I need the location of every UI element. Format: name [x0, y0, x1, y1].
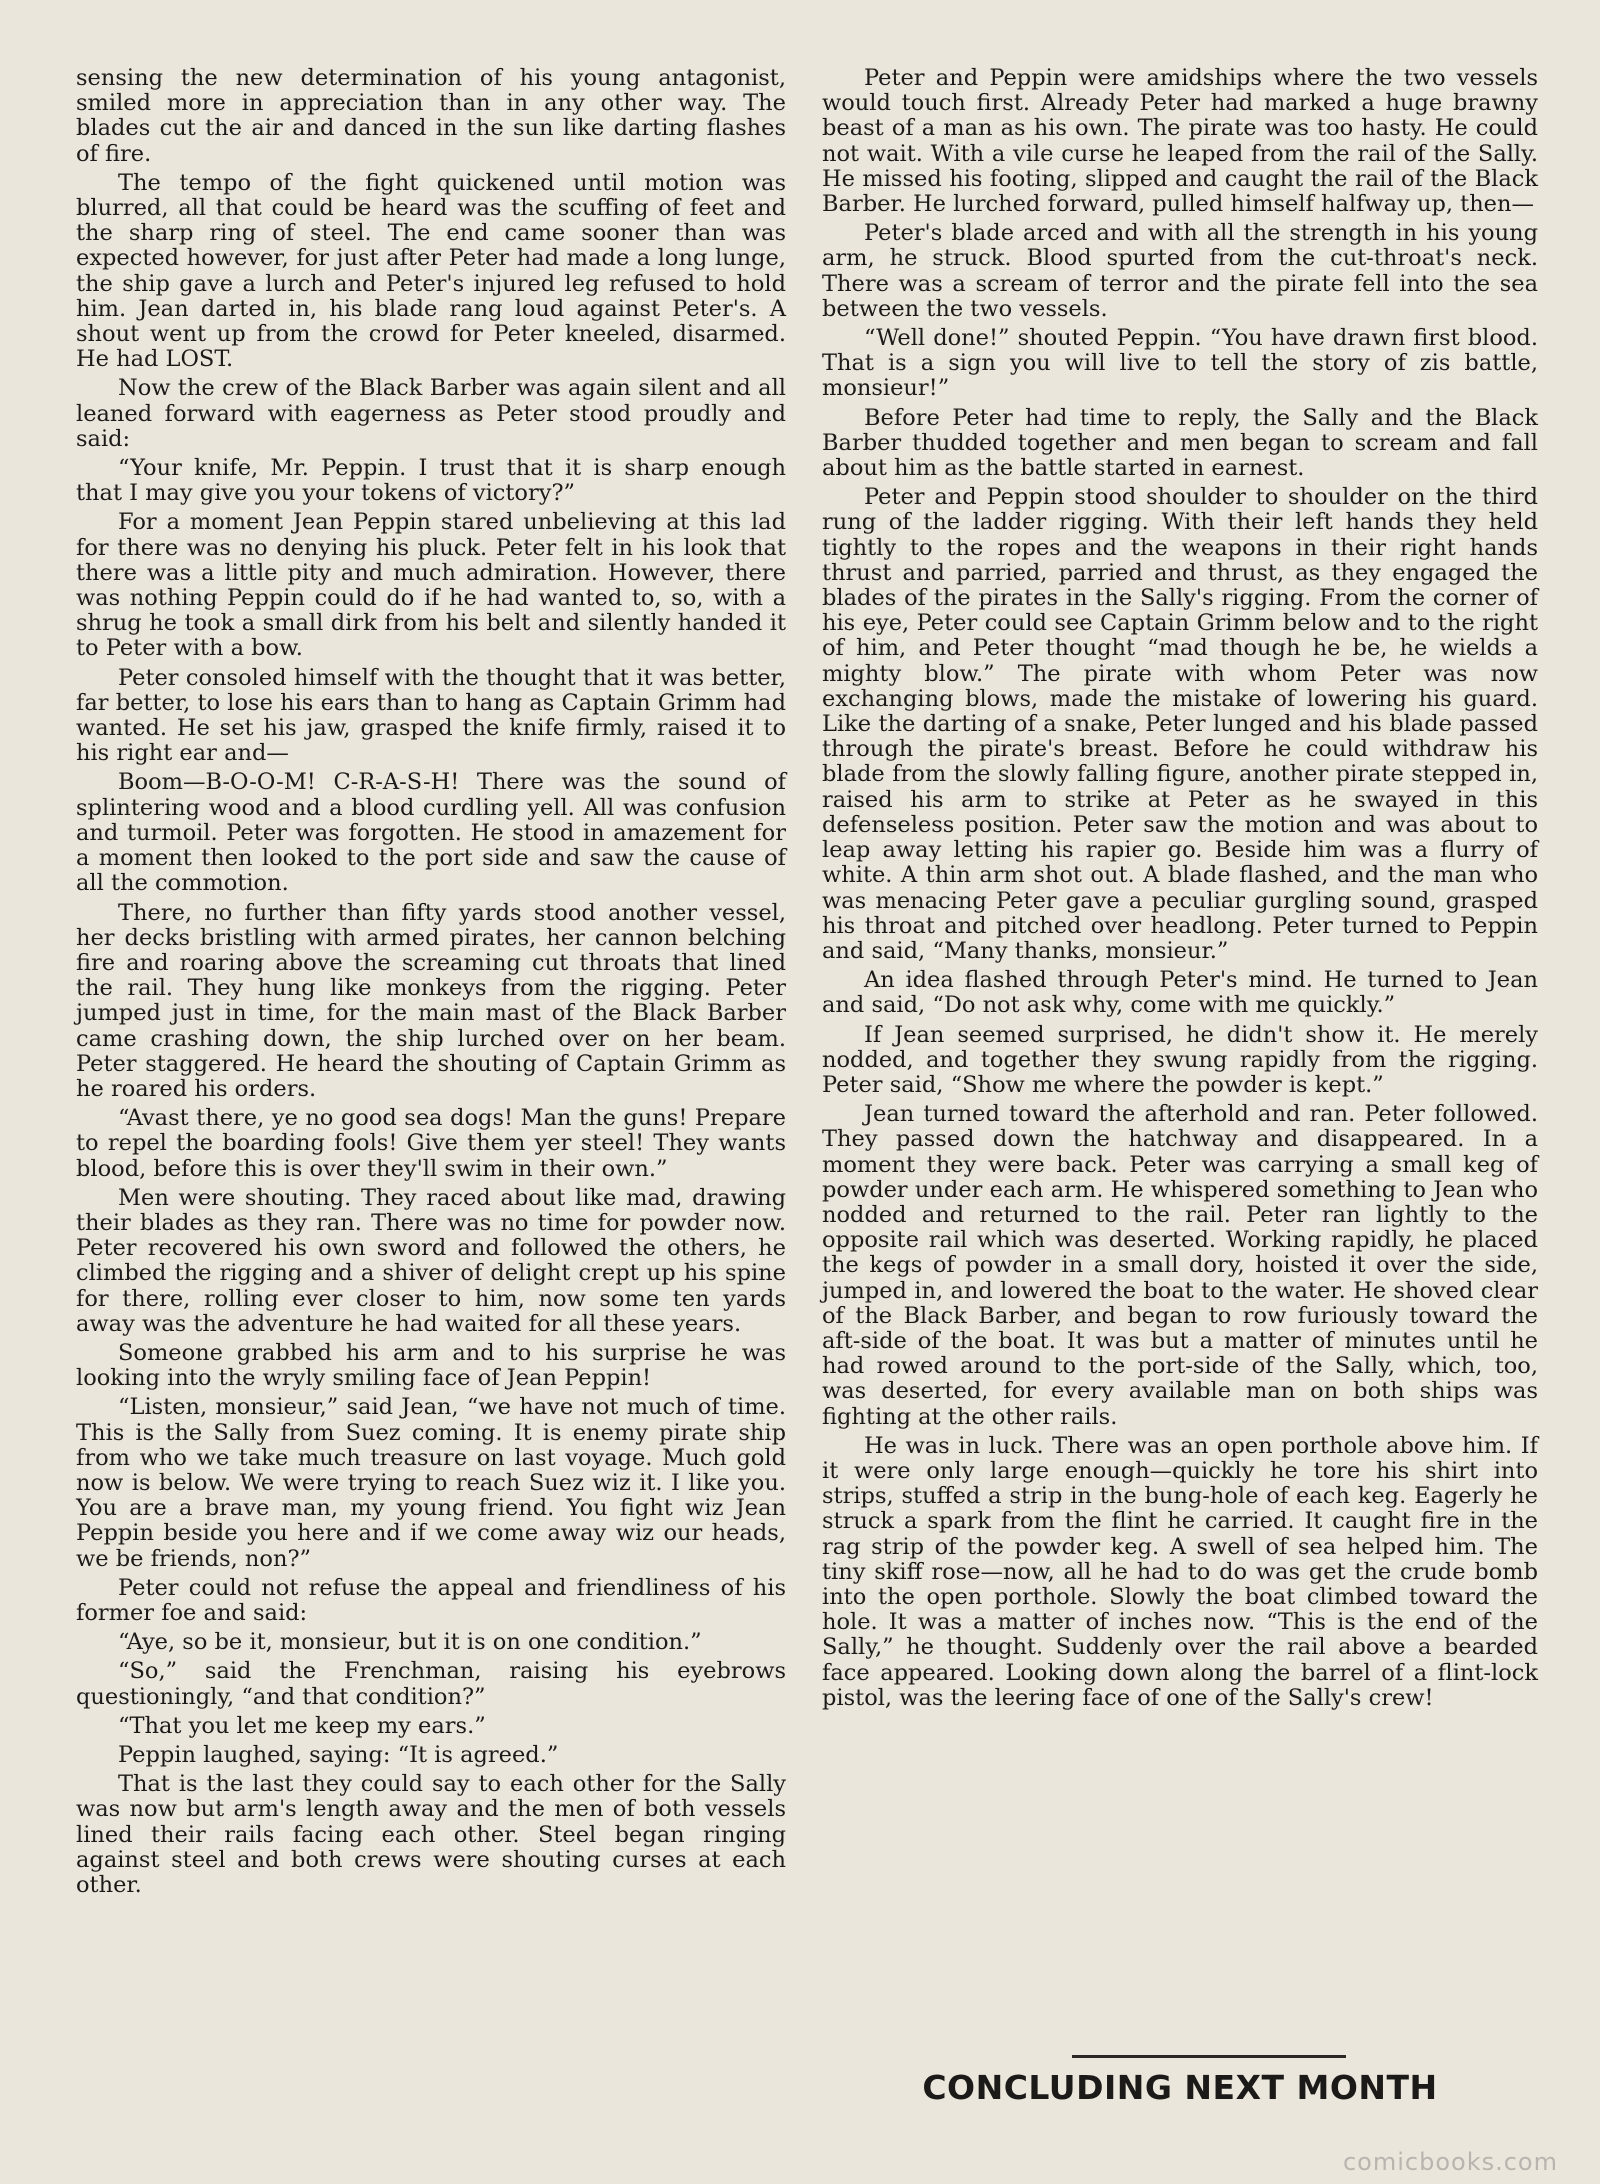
- paragraph: The tempo of the fight quickened until motion was blurred, all that could be heard was the scuffing of feet and the sharp ring of steel. The end came sooner than was expected however, for just after Peter had made a long lunge, the ship gave a lurch and Peter's injured leg refused to hold him. Jean darted in, his blade rang loud against Peter's. A shout went up from the crowd for Peter kneeled, disarmed. He had LOST.: [76, 169, 786, 373]
- paragraph: An idea flashed through Peter's mind. He turned to Jean and said, “Do not ask why, come with me quickly.”: [822, 967, 1538, 1019]
- paragraph: “Avast there, ye no good sea dogs! Man the guns! Prepare to repel the boarding fools! Give them yer steel! They wants blood, before this is over they'll swim in their own.”: [76, 1105, 786, 1182]
- paragraph: For a moment Jean Peppin stared unbelieving at this lad for there was no denying his pluck. Peter felt in his look that there was a little pity and much admiration. However, there was nothing Peppin could do if he had wanted to, so, with a shrug he took a small dirk from his belt and silently handed it to Peter with a bow.: [76, 509, 786, 662]
- paragraph: Before Peter had time to reply, the Sally and the Black Barber thudded together and men began to scream and fall about him as the battle started in earnest.: [822, 404, 1538, 482]
- paragraph: There, no further than fifty yards stood another vessel, her decks bristling with armed pirates, her cannon belching fire and roaring above the screaming cut throats that lined the rail. They hung like monkeys from the rigging. Peter jumped just in time, for the main mast of the Black Barber came crashing down, the ship lurched over on her beam. Peter staggered. He heard the shouting of Captain Grimm as he roared his orders.: [76, 899, 786, 1102]
- paragraph: Peter could not refuse the appeal and friendliness of his former foe and said:: [76, 1574, 786, 1626]
- concluding-heading: CONCLUDING NEXT MONTH: [922, 2068, 1438, 2107]
- watermark: comicbooks.com: [1342, 2148, 1558, 2176]
- paragraph: Peter and Peppin stood shoulder to shoulder on the third rung of the ladder rigging. With their left hands they held tightly to the ropes and the weapons in their right hands thrust and parried, parried and thrust, as they engaged the blades of the pirates in the Sally's rigging. From the corner of his eye, Peter could see Captain Grimm below and to the right of him, and Peter thought “mad though he be, he wields a mighty blow.” The pirate with whom Peter was now exchanging blows, made the mistake of lowering his guard. Like the darting of a snake, Peter lunged and his blade passed through the pirate's breast. Before he could withdraw his blade from the slowly falling figure, another pirate stepped in, raised his arm to strike at Peter as he swayed in this defenseless position. Peter saw the motion and was about to leap away letting his rapier go. Beside him was a flurry of white. A thin arm shot out. A blade flashed, and the man who was menacing Peter gave a peculiar gurgling sound, grasped his throat and pitched over headlong. Peter turned to Peppin and said, “Many thanks, monsieur.”: [822, 484, 1538, 964]
- paragraph: Peter's blade arced and with all the strength in his young arm, he struck. Blood spurted from the cut-throat's neck. There was a scream of terror and the pirate fell into the sea between the two vessels.: [822, 220, 1538, 322]
- paragraph: Now the crew of the Black Barber was again silent and all leaned forward with eagerness as Peter stood proudly and said:: [76, 375, 786, 452]
- paragraph: Jean turned toward the afterhold and ran. Peter followed. They passed down the hatchway and disappeared. In a moment they were back. Peter was carrying a small keg of powder under each arm. He whispered something to Jean who nodded and returned to the rail. Peter ran lightly to the opposite rail which was deserted. Working rapidly, he placed the kegs of powder in a small dory, hoisted it over the side, jumped in, and lowered the boat to the water. He shoved clear of the Black Barber, and began to row furiously toward the aft-side of the boat. It was but a matter of minutes until he had rowed around to the port-side of the Sally, which, too, was deserted, for every available man on both ships was fighting at the other rails.: [822, 1101, 1538, 1430]
- right-column: [822, 66, 1538, 1715]
- paragraph: “So,” said the Frenchman, raising his eyebrows questioningly, “and that condition?”: [76, 1658, 786, 1710]
- paragraph: Peter and Peppin were amidships where the two vessels would touch first. Already Peter had marked a huge brawny beast of a man as his own. The pirate was too hasty. He could not wait. With a vile curse he leaped from the rail of the Sally. He missed his footing, slipped and caught the rail of the Black Barber. He lurched forward, pulled himself halfway up, then—: [822, 65, 1538, 218]
- paragraph: “That you let me keep my ears.”: [118, 1712, 486, 1739]
- left-column: [76, 66, 786, 1902]
- paragraph: Someone grabbed his arm and to his surprise he was looking into the wryly smiling face of Jean Peppin!: [76, 1339, 786, 1392]
- divider-rule: [1072, 2055, 1346, 2058]
- paragraph: sensing the new determination of his young antagonist, smiled more in appreciation than in any other way. The blades cut the air and danced in the sun like darting flashes of fire.: [76, 65, 786, 167]
- paragraph: Peppin laughed, saying: “It is agreed.”: [118, 1742, 559, 1768]
- paragraph: “Your knife, Mr. Peppin. I trust that it is sharp enough that I may give you your tokens of victory?”: [76, 455, 786, 507]
- paragraph: He was in luck. There was an open porthole above him. If it were only large enough—quickly he tore his shirt into strips, stuffed a strip in the bung-hole of each keg. Eagerly he struck a spark from the flint he carried. It caught fire in the rag strip of the powder keg. A swell of sea helped him. The tiny skiff rose—now, all he had to do was get the crude bomb into the open porthole. Slowly the boat climbed toward the hole. It was a matter of inches now. “This is the end of the Sally,” he thought. Suddenly over the rail above a bearded face appeared. Looking down along the barrel of a flint-lock pistol, was the leering face of one of the Sally's crew!: [822, 1432, 1538, 1711]
- paragraph: “Well done!” shouted Peppin. “You have drawn first blood. That is a sign you will live to tell the story of zis battle, monsieur!”: [822, 325, 1538, 402]
- paragraph: Boom—B-O-O-M! C-R-A-S-H! There was the sound of splintering wood and a blood curdling yell. All was confusion and turmoil. Peter was forgotten. He stood in amazement for a moment then looked to the port side and saw the cause of all the commotion.: [76, 769, 786, 897]
- paragraph: That is the last they could say to each other for the Sally was now but arm's length away and the men of both vessels lined their rails facing each other. Steel began ringing against steel and both crews were shouting curses at each other.: [76, 1771, 786, 1899]
- paragraph: Peter consoled himself with the thought that it was better, far better, to lose his ears than to hang as Captain Grimm had wanted. He set his jaw, grasped the knife firmly, raised it to his right ear and—: [76, 664, 786, 767]
- paragraph: If Jean seemed surprised, he didn't show it. He merely nodded, and together they swung rapidly from the rigging. Peter said, “Show me where the powder is kept.”: [822, 1021, 1538, 1098]
- paragraph: “Listen, monsieur,” said Jean, “we have not much of time. This is the Sally from Suez coming. It is enemy pirate ship from who we take much treasure on last voyage. Much gold now is below. We were trying to reach Suez wiz it. I like you. You are a brave man, my young friend. You fight wiz Jean Peppin beside you here and if we come away wiz our heads, we be friends, non?”: [76, 1394, 786, 1572]
- paragraph: “Aye, so be it, monsieur, but it is on one condition.”: [118, 1629, 702, 1656]
- paragraph: Men were shouting. They raced about like mad, drawing their blades as they ran. There was no time for powder now. Peter recovered his own sword and followed the others, he climbed the rigging and a shiver of delight crept up his spine for there, rolling ever closer to him, now some ten yards away was the adventure he had waited for all these years.: [76, 1184, 786, 1337]
